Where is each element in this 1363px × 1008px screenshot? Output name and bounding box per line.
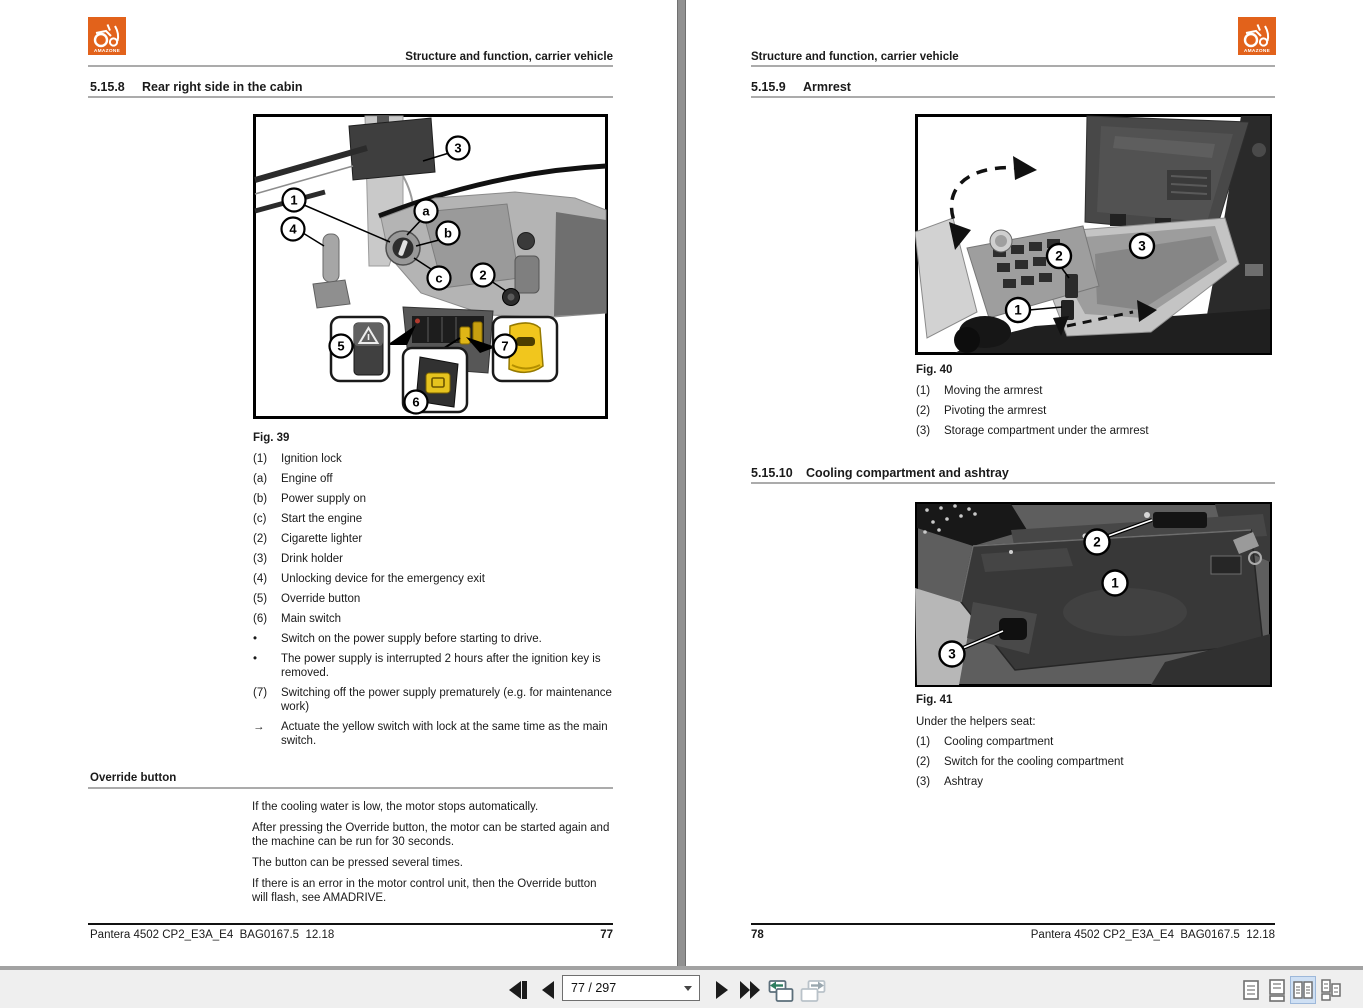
- legend-ref: (5): [253, 593, 268, 605]
- legend-ref: (3): [916, 425, 931, 437]
- svg-text:7: 7: [501, 338, 509, 354]
- footer-rule: [751, 923, 1275, 925]
- footer-page-number: 77: [600, 929, 613, 941]
- legend-text: Start the engine: [281, 513, 363, 525]
- legend-row: [253, 512, 615, 526]
- subsection-title: Override button: [90, 772, 177, 784]
- single-page-icon: [1239, 977, 1263, 1003]
- previous-view-icon: [766, 977, 796, 1005]
- figure-40-caption: Fig. 40: [916, 364, 953, 376]
- section-rule: [751, 96, 1275, 98]
- legend-row: [916, 735, 1272, 749]
- figure-40-legend: [916, 384, 1272, 444]
- svg-text:4: 4: [289, 221, 297, 237]
- layout-continuous-button[interactable]: [1264, 976, 1290, 1004]
- legend-ref: (a): [253, 473, 268, 485]
- legend-text: Engine off: [281, 473, 333, 485]
- section-title: Cooling compartment and ashtray: [806, 466, 1009, 480]
- legend-text: Cooling compartment: [944, 736, 1054, 748]
- legend-text: Switch for the cooling compartment: [944, 756, 1124, 768]
- last-page-button[interactable]: [736, 978, 766, 1002]
- dropdown-caret-icon[interactable]: [684, 986, 692, 991]
- legend-text: Storage compartment under the armrest: [944, 425, 1149, 437]
- footer-rule: [88, 923, 613, 925]
- legend-ref: •: [253, 633, 258, 645]
- legend-row: [253, 632, 615, 646]
- legend-ref: (7): [253, 687, 268, 699]
- footer-doc-id: Pantera 4502 CP2_E3A_E4 BAG0167.5 12.18: [90, 929, 335, 941]
- legend-ref: (1): [916, 736, 931, 748]
- last-page-icon: [736, 978, 766, 1002]
- legend-ref: (2): [916, 405, 931, 417]
- legend-row: [916, 424, 1272, 438]
- legend-ref: •: [253, 653, 258, 665]
- legend-text: Moving the armrest: [944, 385, 1043, 397]
- layout-two-page-continuous-button[interactable]: [1318, 976, 1344, 1004]
- page-number-input[interactable]: [563, 976, 683, 1000]
- previous-view-button[interactable]: [766, 977, 796, 1005]
- legend-text: Power supply on: [281, 493, 367, 505]
- running-header: Structure and function, carrier vehicle: [751, 51, 959, 63]
- legend-row: [253, 652, 615, 680]
- legend-row: [253, 552, 615, 566]
- legend-ref: (2): [916, 756, 931, 768]
- next-page-button[interactable]: [708, 978, 734, 1002]
- svg-text:AMAZONE: AMAZONE: [1243, 49, 1271, 54]
- section-rule: [751, 482, 1275, 484]
- legend-text: Cigarette lighter: [281, 533, 363, 545]
- figure-41-caption: Fig. 41: [916, 694, 953, 706]
- subsection-rule: [88, 787, 613, 789]
- legend-text: Override button: [281, 593, 361, 605]
- legend-row: [916, 755, 1272, 769]
- two-page-icon: [1291, 977, 1315, 1003]
- two-page-continuous-icon: [1319, 977, 1343, 1003]
- legend-row: [916, 384, 1272, 398]
- viewer-toolbar: [0, 966, 1363, 1008]
- legend-ref: (b): [253, 493, 268, 505]
- legend-row: [253, 686, 615, 714]
- paragraph: If there is an error in the motor control unit, then the Override button will flash, see AMADRIVE.: [252, 878, 597, 904]
- figure-39-caption: Fig. 39: [253, 432, 290, 444]
- page-divider: [677, 0, 686, 966]
- legend-text: The power supply is interrupted 2 hours after the ignition key is removed.: [281, 653, 601, 679]
- legend-text: Actuate the yellow switch with lock at the same time as the main switch.: [281, 721, 608, 747]
- svg-text:3: 3: [948, 646, 956, 662]
- legend-row: [916, 404, 1272, 418]
- legend-row: [253, 592, 615, 606]
- legend-row: [253, 720, 615, 748]
- figure-39-image: [253, 114, 608, 419]
- legend-text: Ashtray: [944, 776, 983, 788]
- figure-41-intro: Under the helpers seat:: [916, 716, 1036, 728]
- paragraph: If the cooling water is low, the motor stops automatically.: [252, 801, 539, 813]
- running-header: Structure and function, carrier vehicle: [405, 51, 613, 63]
- legend-text: Unlocking device for the emergency exit: [281, 573, 485, 585]
- legend-ref: →: [253, 721, 265, 733]
- svg-text:a: a: [422, 203, 430, 219]
- next-view-icon: [798, 977, 828, 1005]
- legend-text: Ignition lock: [281, 453, 342, 465]
- legend-row: [253, 492, 615, 506]
- paragraph: The button can be pressed several times.: [252, 857, 463, 869]
- continuous-page-icon: [1265, 977, 1289, 1003]
- layout-single-page-button[interactable]: [1238, 976, 1264, 1004]
- svg-text:1: 1: [290, 192, 298, 208]
- previous-page-button[interactable]: [536, 978, 562, 1002]
- legend-row: [253, 472, 615, 486]
- legend-row: [253, 612, 615, 626]
- svg-text:5: 5: [337, 338, 345, 354]
- legend-ref: (4): [253, 573, 268, 585]
- layout-two-page-button[interactable]: [1290, 976, 1316, 1004]
- legend-text: Switching off the power supply prematurely (e.g. for maintenance work): [281, 687, 612, 713]
- svg-text:3: 3: [454, 140, 462, 156]
- legend-row: [253, 532, 615, 546]
- figure-40-image: [915, 114, 1272, 355]
- svg-text:c: c: [435, 270, 443, 286]
- legend-text: Drink holder: [281, 553, 343, 565]
- first-page-button[interactable]: [505, 978, 531, 1002]
- legend-row: [253, 452, 615, 466]
- svg-text:b: b: [444, 225, 452, 241]
- legend-ref: (c): [253, 513, 267, 525]
- svg-text:2: 2: [1093, 534, 1101, 550]
- legend-text: Main switch: [281, 613, 342, 625]
- paragraph: After pressing the Override button, the motor can be started again and the machine can be run for 30 seconds.: [252, 822, 610, 848]
- previous-page-icon: [536, 978, 562, 1002]
- section-title: Armrest: [803, 80, 851, 94]
- header-rule: [88, 65, 613, 67]
- next-page-icon: [708, 978, 734, 1002]
- header-rule: [751, 65, 1275, 67]
- page-number-combobox[interactable]: [562, 975, 700, 1001]
- svg-text:AMAZONE: AMAZONE: [93, 49, 121, 54]
- svg-text:1: 1: [1111, 575, 1119, 591]
- svg-text:2: 2: [1055, 248, 1063, 264]
- figure-41-legend: [916, 735, 1272, 795]
- footer-doc-id: Pantera 4502 CP2_E3A_E4 BAG0167.5 12.18: [1030, 929, 1275, 941]
- legend-ref: (2): [253, 533, 268, 545]
- amazone-logo-icon: [1238, 17, 1276, 55]
- legend-row: [253, 572, 615, 586]
- footer-page-number: 78: [751, 929, 764, 941]
- legend-row: [916, 775, 1272, 789]
- first-page-icon: [505, 978, 531, 1002]
- section-number: 5.15.9: [751, 80, 786, 94]
- svg-text:1: 1: [1014, 302, 1022, 318]
- next-view-button[interactable]: [798, 977, 828, 1005]
- legend-ref: (6): [253, 613, 268, 625]
- override-paragraphs: [252, 800, 615, 912]
- section-rule: [88, 96, 613, 98]
- svg-text:3: 3: [1138, 238, 1146, 254]
- section-number: 5.15.10: [751, 466, 793, 480]
- figure-41-image: [915, 502, 1272, 687]
- section-title: Rear right side in the cabin: [142, 80, 303, 94]
- section-number: 5.15.8: [90, 80, 125, 94]
- legend-ref: (1): [916, 385, 931, 397]
- figure-39-legend: [253, 452, 615, 754]
- legend-text: Switch on the power supply before starting to drive.: [281, 633, 542, 645]
- svg-text:6: 6: [412, 394, 420, 410]
- svg-text:2: 2: [479, 267, 487, 283]
- legend-text: Pivoting the armrest: [944, 405, 1047, 417]
- legend-ref: (1): [253, 453, 268, 465]
- legend-ref: (3): [253, 553, 268, 565]
- legend-ref: (3): [916, 776, 931, 788]
